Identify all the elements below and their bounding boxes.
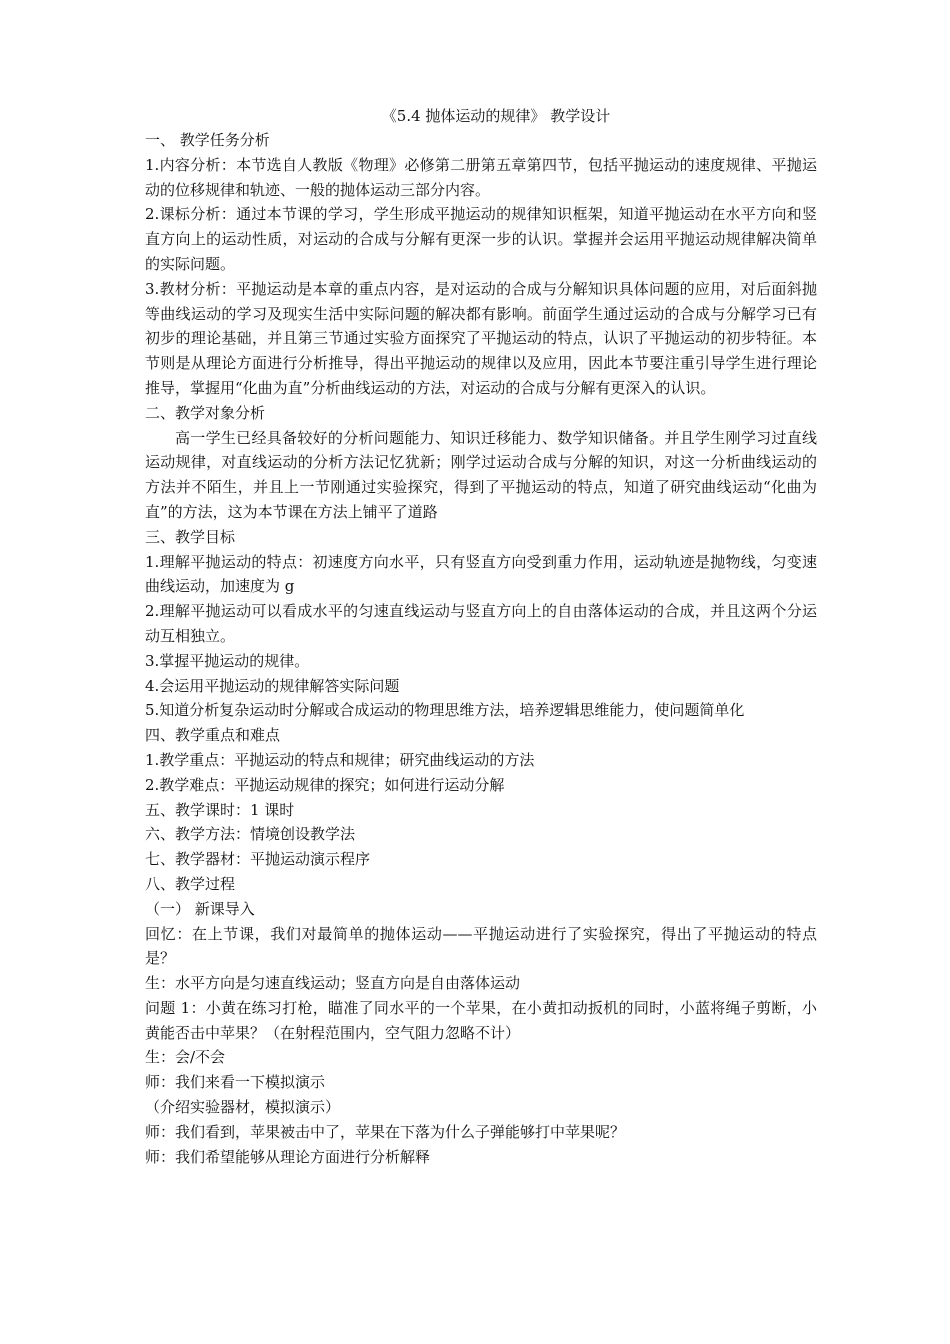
objective-4: 4.会运用平抛运动的规律解答实际问题 bbox=[145, 676, 400, 695]
dialogue-student-answer-2: 生：会/不会 bbox=[145, 1048, 226, 1067]
paragraph-textbook-analysis: 3.教材分析：平抛运动是本章的重点内容，是对运动的合成与分解知识具体问题的应用，对后面斜抛等曲线运动的学习及现实生活中实际问题的解决都有影响。前面学生通过运动的合成与分解学习已有初步的理论基础，并且第三节通过实验方面探究了平抛运动的特点，认识了平抛运动的初步特征。本节则是从理论方面进行分析推导，得出平抛运动的规律以及应用，因此本节要注重引导学生进行理论推导，掌握用“化曲为直”分析曲线运动的方法，对运动的合成与分解有更深入的认识。 bbox=[145, 279, 817, 397]
section-teaching-method: 六、教学方法：情境创设教学法 bbox=[145, 825, 356, 844]
dialogue-teacher-3: 师：我们希望能够从理论方面进行分析解释 bbox=[145, 1147, 431, 1166]
dialogue-question-1: 问题 1：小黄在练习打枪，瞄准了同水平的一个苹果，在小黄扣动扳机的同时，小蓝将绳子剪断，小黄能否击中苹果？（在射程范围内，空气阻力忽略不计） bbox=[145, 998, 817, 1042]
dialogue-teacher-1: 师：我们来看一下模拟演示 bbox=[145, 1073, 326, 1092]
document-title: 《5.4 抛体运动的规律》 教学设计 bbox=[381, 107, 611, 125]
section-class-hours: 五、教学课时：1 课时 bbox=[145, 800, 295, 819]
difficult-point: 2.教学难点：平抛运动规律的探究；如何进行运动分解 bbox=[145, 775, 505, 794]
section-heading-process: 八、教学过程 bbox=[145, 874, 236, 893]
paragraph-content-analysis: 1.内容分析：本节选自人教版《物理》必修第二册第五章第四节，包括平抛运动的速度规律、平抛运动的位移规律和轨迹、一般的抛体运动三部分内容。 bbox=[145, 155, 817, 199]
section-heading-key-points: 四、教学重点和难点 bbox=[145, 726, 281, 745]
key-point: 1.教学重点：平抛运动的特点和规律；研究曲线运动的方法 bbox=[145, 750, 535, 769]
objective-5: 5.知道分析复杂运动时分解或合成运动的物理思维方法，培养逻辑思维能力，使问题简单化 bbox=[145, 701, 745, 720]
document-page bbox=[145, 104, 817, 1169]
objective-2: 2.理解平抛运动可以看成水平的匀速直线运动与竖直方向上的自由落体运动的合成，并且这两个分运动互相独立。 bbox=[145, 602, 817, 645]
objective-1: 1.理解平抛运动的特点：初速度方向水平，只有竖直方向受到重力作用，运动轨迹是抛物线，匀变速曲线运动，加速度为 g bbox=[145, 552, 817, 596]
section-heading-student-analysis: 二、教学对象分析 bbox=[145, 403, 266, 422]
section-teaching-equipment: 七、教学器材：平抛运动演示程序 bbox=[145, 850, 371, 869]
section-heading-objectives: 三、教学目标 bbox=[145, 527, 236, 546]
dialogue-stage-direction: （介绍实验器材，模拟演示） bbox=[145, 1098, 341, 1117]
dialogue-teacher-2: 师：我们看到，苹果被击中了，苹果在下落为什么子弹能够打中苹果呢？ bbox=[145, 1122, 626, 1141]
paragraph-student-analysis: 高一学生已经具备较好的分析问题能力、知识迁移能力、数学知识储备。并且学生刚学习过直线运动规律，对直线运动的分析方法记忆犹新；刚学过运动合成与分解的知识，对这一分析曲线运动的方法并不陌生，并且上一节刚通过实验探究，得到了平抛运动的特点，知道了研究曲线运动“化曲为直”的方法，这为本节课在方法上铺平了道路 bbox=[145, 428, 817, 521]
paragraph-curriculum-analysis: 2.课标分析：通过本节课的学习，学生形成平抛运动的规律知识框架，知道平抛运动在水平方向和竖直方向上的运动性质，对运动的合成与分解有更深一步的认识。掌握并会运用平抛运动规律解决简单的实际问题。 bbox=[145, 205, 817, 273]
objective-3: 3.掌握平抛运动的规律。 bbox=[145, 651, 310, 670]
subsection-introduction: （一） 新课导入 bbox=[145, 899, 255, 918]
dialogue-student-answer-1: 生：水平方向是匀速直线运动；竖直方向是自由落体运动 bbox=[145, 974, 521, 993]
section-heading-task-analysis: 一、 教学任务分析 bbox=[145, 131, 270, 149]
dialogue-recall: 回忆：在上节课，我们对最简单的抛体运动——平抛运动进行了实验探究，得出了平抛运动的特点是？ bbox=[145, 924, 817, 968]
